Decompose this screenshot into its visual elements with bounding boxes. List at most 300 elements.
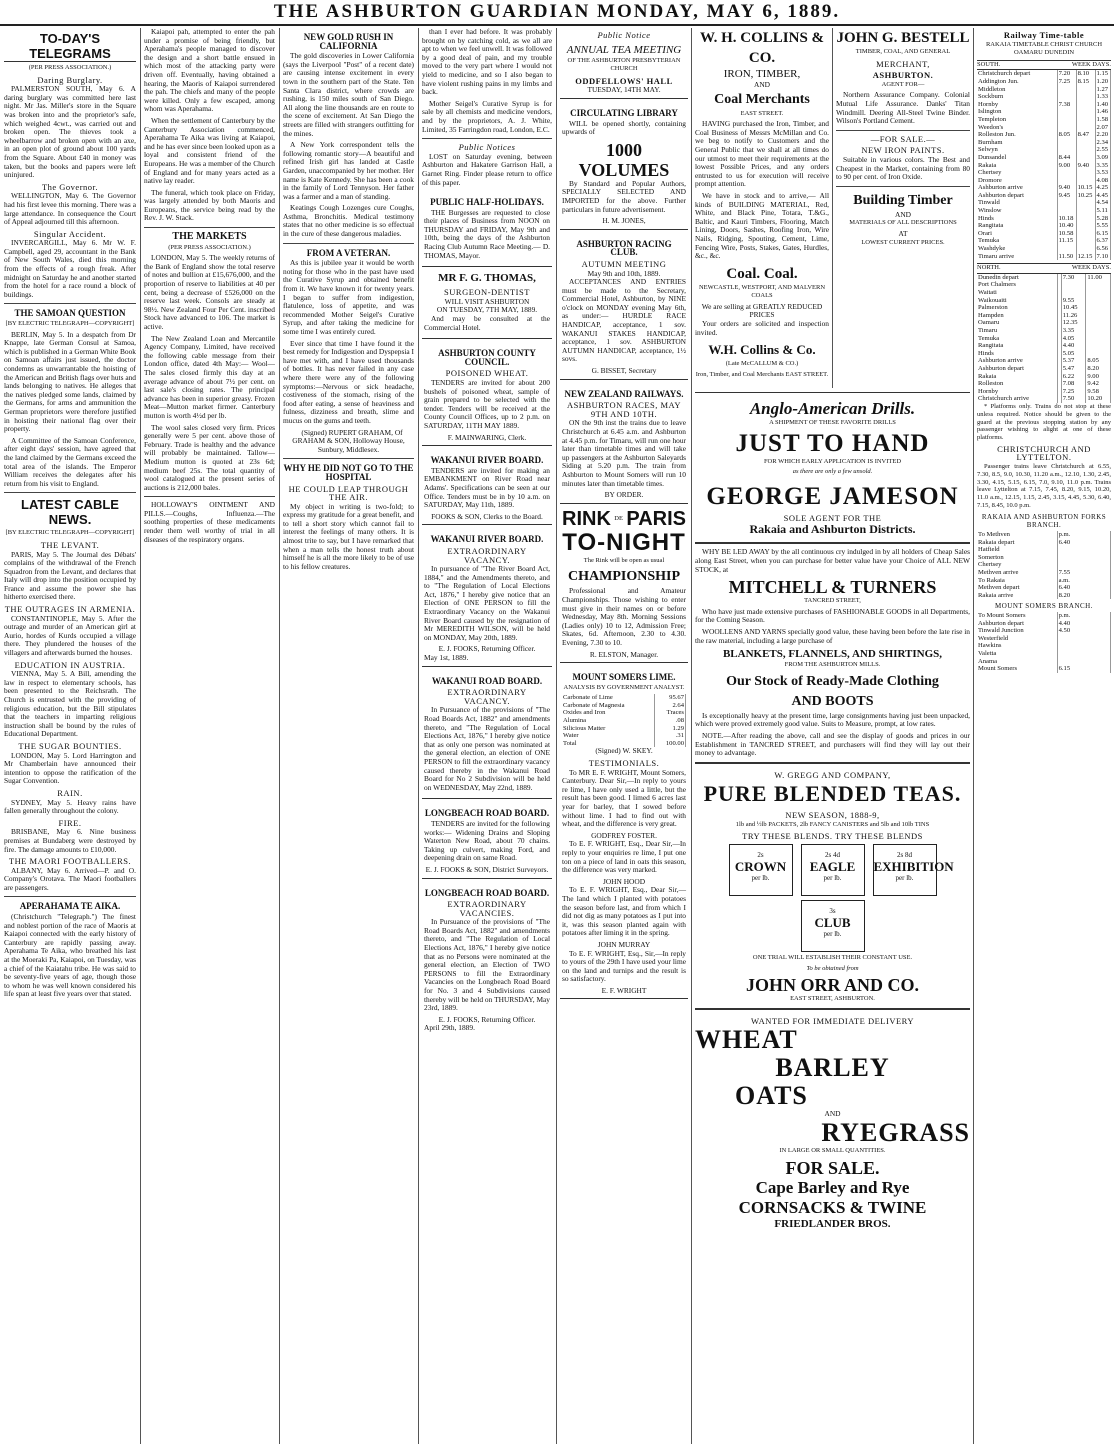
article-title: THE MAORI FOOTBALLERS. bbox=[8, 856, 132, 867]
signature: E. J. FOOKS, Returning Officer. bbox=[438, 644, 536, 654]
departure-time: 9.42 bbox=[1086, 380, 1111, 388]
station-name: Ashburton arrive bbox=[977, 357, 1057, 365]
station-name: Westerfield bbox=[977, 635, 1057, 643]
station-name: Waikouaiti bbox=[977, 297, 1057, 305]
advert-text: EAST STREET, ASHBURTON. bbox=[790, 995, 875, 1003]
article-text: The wool sales closed very firm. Prices generally were 5 per cent. above those of February. Trade is healthy and the advance will probably be maintained. Tallow—Medium mutton is quoted at 23s 6d; medium beef 25s. The total quantity of wool catalogued at the present series of auctions is 212,000 bales. bbox=[144, 422, 275, 492]
departure-time bbox=[1057, 199, 1076, 207]
lime-component: Carbonate of Magnesia bbox=[562, 702, 655, 710]
timetable-row bbox=[977, 274, 1111, 282]
station-name: Temuka bbox=[977, 237, 1057, 245]
advert-text: To be obtained from bbox=[806, 964, 859, 972]
direction-label: NORTH. bbox=[977, 264, 1001, 272]
tea-blends bbox=[695, 842, 970, 954]
departure-time bbox=[1086, 327, 1111, 335]
departure-time: 2.55 bbox=[1095, 146, 1110, 154]
article-title: Singular Accident. bbox=[33, 228, 107, 239]
station-name: Mount Somers bbox=[977, 665, 1057, 673]
article-text: Ever since that time I have found it the best remedy for Indigestion and Dyspepsia I have met with, and I have used thousands of bottles. It has never failed in any case where there were any of the following symptoms:—Nervous or sick headache, costiveness of the stomach, rising of the food after eating, a sense of heaviness and fulness, dizziness and breath, slime and mucus on the gums and teeth. bbox=[283, 338, 414, 425]
timetable-row bbox=[977, 665, 1111, 673]
departure-time bbox=[1076, 237, 1095, 245]
station-name: Ashburton depart bbox=[977, 365, 1057, 373]
departure-time bbox=[1057, 207, 1076, 215]
notice-text: By Standard and Popular Authors, SPECIALLY SELECTED AND IMPORTED for the above. Further particulars in future advertisement. bbox=[562, 178, 686, 214]
departure-time bbox=[1057, 635, 1110, 643]
article-text: The gold discoveries in Lower California (says the Liverpool "Post" of a recent date) are causing intense excitement in every town in the southern part of the State. Ten Santa Clara district, where crowds are rushing, is 150 miles south of San Diego. All along the line thousands are en route to the scene of excitement. At San Diego the streets are filled with strangers outfitting for the mines. bbox=[283, 51, 414, 138]
advert-text: NEW IRON PAINTS. bbox=[861, 145, 945, 156]
agent-name: GEORGE JAMESON bbox=[706, 482, 959, 510]
timetable-row bbox=[977, 169, 1111, 177]
departure-time: 11.26 bbox=[1061, 312, 1086, 320]
station-name: Rakaia bbox=[977, 162, 1057, 170]
departure-time: 6.37 bbox=[1095, 237, 1110, 245]
station-name: Selwyn bbox=[977, 146, 1057, 154]
station-name: To Mount Somers bbox=[977, 612, 1057, 620]
departure-time: 9.45 bbox=[1057, 192, 1076, 200]
departure-time bbox=[1057, 124, 1076, 132]
departure-time bbox=[1076, 86, 1095, 94]
station-name: Methven arrive bbox=[977, 569, 1057, 577]
advert-text: HAVING purchased the Iron, Timber, and Coal Business of Messrs McMillan and Co. we beg to notify to Customers and the General Public that we shall at all times do our utmost to meet their requirements at the lowest Possible Prices, and any orders entrusted to us for execution will receive prompt attention. bbox=[695, 119, 829, 189]
lime-value: .31 bbox=[655, 732, 686, 740]
advert-text: FOR WHICH EARLY APPLICATION IS INVITED bbox=[763, 457, 902, 465]
departure-time: 5.28 bbox=[1095, 215, 1110, 223]
championship-heading: CHAMPIONSHIP bbox=[568, 569, 680, 585]
departure-time bbox=[1076, 93, 1095, 101]
advert-text: Who have just made extensive purchases of FASHIONABLE GOODS in all Departments, for the Coming Season. bbox=[695, 606, 970, 625]
article-text: CONSTANTINOPLE, May 5. After the outrage and murder of an American girl at Aurio, hordes of Kurds occupied a village there. They plundered the houses of the villagers and afterwards burned the houses. bbox=[4, 613, 136, 658]
advert-heading: Anglo-American Drills. bbox=[749, 399, 916, 418]
advert-text: LOWEST CURRENT PRICES. bbox=[861, 238, 945, 246]
departure-time: 7.25 bbox=[1061, 388, 1086, 396]
departure-time bbox=[1086, 304, 1111, 312]
timetable-row bbox=[977, 230, 1111, 238]
advert-text: AGENT FOR— bbox=[881, 80, 925, 88]
departure-time: 6.15 bbox=[1095, 230, 1110, 238]
dentist-name: MR F. G. THOMAS, bbox=[438, 272, 536, 285]
article-text: INVERCARGILL, May 6. Mr W. F. Campbell, aged 29, accountant in the Bank of New South Wales, died this morning from the effects of a rough freak. After midnight on Saturday he and another started from the hotel for a race round a block of buildings. bbox=[4, 238, 136, 299]
station-name: Ashburton arrive bbox=[977, 184, 1057, 192]
notice-heading: WAKANUI RIVER BOARD. bbox=[430, 455, 544, 466]
timetable-row bbox=[977, 131, 1111, 139]
station-name: To Methven bbox=[977, 531, 1057, 539]
grain-word: BARLEY bbox=[775, 1053, 890, 1083]
notice-subheading: EXTRAORDINARY VACANCIES. bbox=[447, 899, 527, 918]
departure-time: 2.34 bbox=[1095, 139, 1110, 147]
departure-time: 7.08 bbox=[1061, 380, 1086, 388]
departure-time: 1.20 bbox=[1095, 78, 1110, 86]
station-name: Christchurch arrive bbox=[977, 395, 1057, 403]
bestell-advert bbox=[836, 28, 970, 388]
station-name: Anama bbox=[977, 658, 1057, 666]
advertiser-name: JOHN G. BESTELL bbox=[836, 30, 970, 46]
departure-time: 3.09 bbox=[1095, 154, 1110, 162]
telegrams-heading: TO-DAY'S TELEGRAMS bbox=[4, 31, 136, 62]
advert-text: IN LARGE OR SMALL QUANTITIES. bbox=[779, 1147, 886, 1155]
notice-text: Professional and Amateur Championships. Those wishing to enter must give in their names on or before Wednesday, May 8th. Morning Sessions (Ladies only) 10 to 12, Admission Free; Skates, 6d. Afternoon, 2.30 to 4.30. Evening, 7.30 to 10. bbox=[562, 586, 686, 647]
timetable-subheading: RAKAIA TIMETABLE CHRIST CHURCH OAMARU DUNEDIN bbox=[985, 40, 1103, 57]
timetable-row bbox=[977, 327, 1111, 335]
timetable-row bbox=[977, 70, 1111, 78]
article-text: As this is jubilee year it would be worth noting for those who in the past have used the Curative Syrup and obtained benefit from it. We have known it for twenty years. I began to suffer from indigestion, flatulence, loss of appetite, and was recommended Mother Seigel's Curative Syrup, and after taking the medicine for some time I was entirely cured. bbox=[283, 258, 414, 336]
timetable-heading: MOUNT SOMERS BRANCH. bbox=[995, 602, 1093, 611]
tea-unit: per lb. bbox=[823, 874, 842, 883]
departure-time: 4.25 bbox=[1095, 184, 1110, 192]
departure-time: 11.50 bbox=[1057, 253, 1076, 261]
notice-text: ON TUESDAY, 7TH MAY, 1889. bbox=[436, 305, 538, 315]
departure-time: 4.50 bbox=[1057, 627, 1110, 635]
station-name: Chertsey bbox=[977, 169, 1057, 177]
advertiser-name: W.H. Collins & Co. bbox=[708, 342, 816, 358]
departure-time: 2.07 bbox=[1095, 124, 1110, 132]
tea-blend-name: CLUB bbox=[814, 915, 851, 931]
station-name: Chertsey bbox=[977, 561, 1057, 569]
timetable-row bbox=[977, 380, 1111, 388]
lime-value: 2.64 bbox=[655, 702, 686, 710]
signature: GODFREY FOSTER. bbox=[591, 830, 657, 840]
timetable-row bbox=[977, 215, 1111, 223]
article-title: THE LEVANT. bbox=[40, 539, 100, 550]
departure-time bbox=[1076, 154, 1095, 162]
advertiser-name: W. GREGG AND COMPANY, bbox=[774, 769, 891, 780]
advert-text: Northern Assurance Company. Colonial Mutual Life Assurance. Danks' Titan Windmill. Deering All-Steel Twine Binder. Wilson's Portland Cement. bbox=[836, 90, 970, 126]
advert-heading: PURE BLENDED TEAS. bbox=[703, 781, 962, 807]
station-name: Methven depart bbox=[977, 584, 1057, 592]
advert-text: SOLE AGENT FOR THE bbox=[783, 512, 882, 523]
lime-row bbox=[562, 717, 686, 725]
departure-time: 6.40 bbox=[1057, 584, 1110, 592]
article-title: EDUCATION IN AUSTRIA. bbox=[14, 659, 126, 670]
station-name: Dunedin depart bbox=[977, 274, 1057, 282]
advert-text: TANCRED STREET, bbox=[804, 597, 861, 605]
timetable-heading: Railway Time-table bbox=[1003, 30, 1085, 40]
advert-text: NOTE.—After reading the above, call and see the display of goods and prices in our Establishment in TANCRED STREET, and purchasers will find they will lay out their money to advantage. bbox=[695, 730, 970, 758]
lime-analysis-table bbox=[562, 694, 686, 747]
notice-text: TENDERS are invited for about 200 bushels of poisoned wheat, sample of grain prepared to be selected with the tender. Tenders will be received at the County Council Offices, up to 2 p.m. on SATURDAY, 11TH MAY 1889. bbox=[424, 378, 550, 430]
section-heading: WHY HE DID NOT GO TO THE HOSPITAL bbox=[283, 463, 414, 482]
signature: E. F. WRIGHT bbox=[601, 985, 647, 995]
tea-blend-name: EAGLE bbox=[809, 859, 856, 875]
timetable-row bbox=[977, 154, 1111, 162]
rink-word: DE bbox=[614, 514, 623, 522]
station-name: Middleton bbox=[977, 86, 1057, 94]
departure-time: 9.00 bbox=[1086, 373, 1111, 381]
notice-text: In Pursuance of the provisions of "The Road Boards Act, 1882" and amendments thereto, and "The Regulation of Local Elections Act, 1876," I hereby give notice that as no Persons were nominated at the general election, an Election of TWO PERSONS to fill the Extraordinary Vacancies on the Longbeach Road Board for No. 3 and 4 Subdivisions caused thereby will be held on THURSDAY, May 23rd, 1889. bbox=[424, 917, 550, 1013]
timetable-row bbox=[977, 561, 1111, 569]
timetable-row bbox=[977, 245, 1111, 253]
article-title: THE SUGAR BOUNTIES. bbox=[18, 740, 122, 751]
timetable-row bbox=[977, 388, 1111, 396]
timetable-row bbox=[977, 319, 1111, 327]
column-telegrams bbox=[4, 28, 136, 1444]
column-rule bbox=[691, 28, 692, 1444]
rink-word: RINK bbox=[562, 507, 611, 530]
advert-heading: Our Stock of Ready-Made Clothing bbox=[726, 673, 939, 689]
departure-time: 4.40 bbox=[1057, 620, 1110, 628]
lime-row bbox=[562, 694, 686, 702]
departure-time: 5.55 bbox=[1095, 222, 1110, 230]
advert-text: AND bbox=[894, 209, 911, 219]
departure-time: 6.15 bbox=[1057, 665, 1110, 673]
signature: E. J. FOOKS, Returning Officer. bbox=[438, 1014, 536, 1024]
article-text: When the settlement of Canterbury by the Canterbury Association commenced, Aperahama Te Aika was living at Kaiapoi, and he has ever since been looked upon as a loyal and consistent friend of the Europeans. He was a member of the Church of England and for many years acted as a native lay reader. bbox=[144, 115, 275, 186]
section-subheading: [BY ELECTRIC TELEGRAPH—COPYRIGHT] bbox=[5, 320, 135, 328]
signature: (Signed) W. SKEY. bbox=[595, 746, 653, 756]
departure-time bbox=[1076, 124, 1095, 132]
timetable-row bbox=[977, 620, 1111, 628]
direction-label: SOUTH. bbox=[977, 60, 1001, 68]
notice-date: May 9th and 10th, 1889. bbox=[587, 268, 661, 278]
departure-time bbox=[1076, 101, 1095, 109]
notice-heading: NEW ZEALAND RAILWAYS. bbox=[564, 388, 684, 399]
advert-text: WOOLLENS AND YARNS specially good value, these having been before the late rise in the raw material, including a large purchase of bbox=[695, 626, 970, 645]
advert-text: TRY THESE BLENDS. TRY THESE BLENDS bbox=[742, 831, 923, 842]
departure-time: 11.15 bbox=[1057, 237, 1076, 245]
advert-text: Your orders are solicited and inspection invited. bbox=[695, 319, 829, 337]
advert-text: HOLLOWAY'S OINTMENT AND PILLS.—Coughs, Influenza.—The soothing properties of these medicaments render them well worthy of trial in all diseases of the respiratory organs. bbox=[144, 500, 275, 544]
timetable-row bbox=[977, 304, 1111, 312]
station-name: Rakaia arrive bbox=[977, 592, 1057, 600]
section-subheading: HE COULD LEAP THROUGH THE AIR. bbox=[288, 483, 409, 503]
departure-time bbox=[1076, 207, 1095, 215]
tonight-heading: TO-NIGHT bbox=[562, 528, 686, 556]
section-heading: APERAHAMA TE AIKA. bbox=[19, 901, 121, 912]
section-heading: FROM A VETERAN. bbox=[306, 247, 391, 258]
advert-text: IRON, TIMBER, bbox=[723, 68, 801, 80]
departure-time: 5.05 bbox=[1061, 350, 1086, 358]
timetable-row bbox=[977, 184, 1111, 192]
days-label: WEEK DAYS. bbox=[1071, 264, 1111, 272]
advert-heading: WANTED FOR IMMEDIATE DELIVERY bbox=[750, 1015, 914, 1026]
departure-time bbox=[1076, 177, 1095, 185]
column-news bbox=[144, 28, 275, 1444]
timetable-row bbox=[977, 539, 1111, 547]
departure-time: 1.27 bbox=[1095, 86, 1110, 94]
departure-time bbox=[1057, 169, 1076, 177]
departure-time: 8.05 bbox=[1086, 357, 1111, 365]
notice-subheading: TESTIMONIALS. bbox=[588, 758, 660, 769]
notice-text: OF THE ASHBURTON PRESBYTERIAN CHURCH bbox=[567, 56, 681, 73]
station-name: Waitati bbox=[977, 289, 1057, 297]
article-text: LONDON, May 5. Lord Harrington and Mr Chamberlain have announced their intention to oppose the ratification of the Sugar Convention. bbox=[4, 750, 136, 786]
library-volumes: 1000 VOLUMES bbox=[578, 139, 670, 180]
departure-time bbox=[1086, 350, 1111, 358]
departure-time: 11.00 bbox=[1086, 274, 1111, 282]
departure-time: 8.05 bbox=[1057, 131, 1076, 139]
notice-text: To E. F. WRIGHT, Esq., Dear Sir,—In reply to your enquiries re lime, I put one ton on a piece of land in oats this season, the difference was very marked. bbox=[562, 839, 686, 875]
notice-text: THE Burgesses are requested to close their places of Business from NOON on THURSDAY and FRIDAY, May 9th and 10th, being the days of the Ashburton Racing Club Autumn Race Meeting.— D. THOMAS, Mayor. bbox=[424, 207, 550, 260]
article-text: WELLINGTON, May 6. The Governor had his first levee this morning. There was a large attendance. In consequence the Court of Appeal adjourned till this afternoon. bbox=[4, 191, 136, 227]
tea-blend-box bbox=[873, 844, 954, 896]
departure-time: 10.15 bbox=[1076, 184, 1095, 192]
article-text: Mother Seigel's Curative Syrup is for sale by all chemists and medicine vendors, and by the proprietors, A. J. White, Limited, 35 Farringdon road, London, E.C. bbox=[422, 98, 552, 134]
station-name: Dromore bbox=[977, 177, 1057, 185]
article-text: PARIS, May 5. The Journal des Débats' complains of the withdrawal of the French Squadron from the Levant, and declares that Italy will drop into the position occupied by France and assume the power she has hitherto exercised there. bbox=[4, 549, 136, 602]
notice-text: WILL be opened shortly, containing upwards of bbox=[562, 118, 686, 137]
advert-text: NEW SEASON, 1888-9, bbox=[785, 810, 880, 821]
departure-time: 9.40 bbox=[1076, 162, 1095, 170]
advert-text: AND bbox=[753, 80, 770, 89]
departure-time: 6.56 bbox=[1095, 245, 1110, 253]
departure-time: 10.18 bbox=[1057, 215, 1076, 223]
departure-time bbox=[1076, 146, 1095, 154]
advert-text: AT bbox=[898, 228, 908, 238]
departure-time: 8.47 bbox=[1076, 131, 1095, 139]
departure-time bbox=[1076, 199, 1095, 207]
article-title: RAIN. bbox=[57, 787, 83, 798]
departure-time bbox=[1057, 108, 1076, 116]
station-name: Burnham bbox=[977, 139, 1057, 147]
advert-heading: —FOR SALE.— bbox=[870, 133, 936, 144]
mitchell-advert bbox=[695, 542, 970, 757]
grain-word: RYEGRASS bbox=[821, 1118, 970, 1148]
advert-text: MERCHANT, bbox=[876, 58, 930, 69]
notice-subheading: POISONED WHEAT. bbox=[445, 368, 529, 379]
departure-time: 5.47 bbox=[1061, 365, 1086, 373]
lime-value: 100.00 bbox=[655, 740, 686, 748]
notices-label: Public Notice bbox=[597, 30, 651, 40]
departure-time: 10.20 bbox=[1086, 395, 1111, 403]
advert-heading: BLANKETS, FLANNELS, AND SHIRTINGS, bbox=[722, 648, 943, 661]
timetable-row bbox=[977, 162, 1111, 170]
tea-unit: per lb. bbox=[751, 874, 770, 883]
timetable-row bbox=[977, 342, 1111, 350]
departure-time bbox=[1076, 222, 1095, 230]
departure-time: 2.20 bbox=[1095, 131, 1110, 139]
departure-time: 7.20 bbox=[1057, 70, 1076, 78]
departure-time: 10.58 bbox=[1057, 230, 1076, 238]
notice-text: In Pursuance of the provisions of "The Road Boards Act, 1882" and amendments thereto, and "The Regulation of Local Elections Act, 1876," I hereby give notice that as only one person was nominated at the general election, an election of ONE PERSON to fill the extraordinary vacancy caused thereby in the Wakanui Road Board for No 2 Subdivision will be held on WEDNESDAY, May 22nd, 1889. bbox=[424, 705, 550, 792]
signature: H. M. JONES, bbox=[602, 216, 646, 226]
notice-text: To E. F. WRIGHT, Esq., Dear Sir,—The land which I planted with potatoes the season before last, and from which I did not dig as many potatoes as I put into it, was this season planted again with potatoes after liming it in the spring. bbox=[562, 885, 686, 938]
notice-text: ON the 9th inst the trains due to leave Christchurch at 6.45 a.m. and Ashburton at 4.45 p.m. for Timaru, will run one hour later than timetable times and will take up passengers at the Ashburton Saleyards Siding at 5.20 p.m. The train from Ashburton to Mount Somers will run 10 minutes later than timetable times. bbox=[562, 418, 686, 488]
signature: G. BISSET, Secretary bbox=[591, 366, 657, 376]
timetable-row bbox=[977, 642, 1111, 650]
departure-time: 10.40 bbox=[1057, 222, 1076, 230]
departure-time: 7.50 bbox=[1061, 395, 1086, 403]
departure-time: 7.10 bbox=[1095, 253, 1110, 261]
station-name: Weedon's bbox=[977, 124, 1057, 132]
timetable-row bbox=[977, 612, 1111, 620]
article-text: My object in writing is two-fold; to express my gratitude for a great benefit, and to tell a short story which cannot fail to interest the feelings of many others. It is almost trite to say, but I have remarked that when a man tells the honest truth about himself he is all the more likely to be of use to his fellow creatures. bbox=[283, 501, 414, 571]
notices-label: Public Notices bbox=[458, 142, 516, 153]
station-name: Hornby bbox=[977, 388, 1057, 396]
station-name: Tinwald Junction bbox=[977, 627, 1057, 635]
station-name: Islington bbox=[977, 108, 1057, 116]
lime-component: Oxides and Iron bbox=[562, 709, 655, 717]
departure-time bbox=[1076, 215, 1095, 223]
article-text: SYDNEY, May 5. Heavy rains have fallen generally throughout the colony. bbox=[4, 797, 136, 816]
south-timetable bbox=[977, 70, 1111, 260]
tea-price: 2s 8d bbox=[897, 851, 912, 860]
station-name: Rakaia depart bbox=[977, 539, 1057, 547]
lime-row bbox=[562, 732, 686, 740]
station-name: Somerton bbox=[977, 554, 1057, 562]
departure-time: 5.37 bbox=[1061, 357, 1086, 365]
timetable-row bbox=[977, 139, 1111, 147]
station-name: Templeton bbox=[977, 116, 1057, 124]
notice-date: May 1st, 1889. bbox=[424, 653, 469, 663]
departure-time bbox=[1076, 108, 1095, 116]
departure-time: 10.25 bbox=[1076, 192, 1095, 200]
tea-price: 2s bbox=[757, 851, 764, 860]
station-name: Ashburton depart bbox=[977, 192, 1057, 200]
grain-word: OATS bbox=[735, 1081, 808, 1111]
lime-component: Total bbox=[562, 740, 655, 748]
departure-time: 9.40 bbox=[1057, 184, 1076, 192]
column-rule bbox=[973, 28, 974, 1444]
advert-text: Rakaia and Ashburton Districts. bbox=[749, 522, 916, 537]
departure-time: 3.35 bbox=[1061, 327, 1086, 335]
advertiser-name: FRIEDLANDER BROS. bbox=[774, 1217, 891, 1230]
tea-price: 3s bbox=[829, 907, 836, 916]
timetable-row bbox=[977, 78, 1111, 86]
timetable-row bbox=[977, 297, 1111, 305]
departure-time: a.m. bbox=[1057, 577, 1110, 585]
departure-time: 4.05 bbox=[1061, 335, 1086, 343]
lime-value: 95.67 bbox=[655, 694, 686, 702]
departure-time: 5.11 bbox=[1095, 207, 1110, 215]
departure-time: 10.45 bbox=[1061, 304, 1086, 312]
station-name: Port Chalmers bbox=[977, 281, 1057, 289]
departure-time: 9.55 bbox=[1061, 297, 1086, 305]
notice-subheading: ANALYSIS BY GOVERNMENT ANALYST. bbox=[563, 683, 685, 691]
notice-subheading: AUTUMN MEETING bbox=[581, 258, 667, 269]
station-name: Christchurch depart bbox=[977, 70, 1057, 78]
notice-heading: PUBLIC HALF-HOLIDAYS. bbox=[430, 197, 544, 208]
lime-value: .08 bbox=[655, 717, 686, 725]
section-heading: NEW GOLD RUSH IN CALIFORNIA bbox=[303, 32, 394, 51]
departure-time: 1.15 bbox=[1095, 70, 1110, 78]
departure-time: 12.35 bbox=[1061, 319, 1086, 327]
departure-time: 3.53 bbox=[1095, 169, 1110, 177]
column-rule bbox=[140, 28, 141, 1444]
departure-time bbox=[1057, 561, 1110, 569]
station-name: Addington Jun. bbox=[977, 78, 1057, 86]
timetable-row bbox=[977, 365, 1111, 373]
timetable-row bbox=[977, 373, 1111, 381]
advert-text: AND bbox=[824, 1109, 841, 1119]
lime-value: Traces bbox=[655, 709, 686, 717]
advert-heading: AND BOOTS bbox=[791, 693, 874, 709]
departure-time: 8.20 bbox=[1057, 592, 1110, 600]
somers-timetable bbox=[977, 612, 1111, 673]
signature: JOHN HOOD bbox=[602, 876, 646, 886]
station-name: Hinds bbox=[977, 350, 1057, 358]
timetable-notes: * Platforms only. Trains do not stop at these unless required. Notice should be given to the guard at the previous stopping station by any passenger wishing to alight at one of these platforms. bbox=[977, 402, 1111, 442]
signature: E. J. FOOKS & SON, District Surveyors. bbox=[425, 864, 549, 874]
column-adverts bbox=[560, 28, 688, 1444]
departure-time bbox=[1061, 289, 1086, 297]
article-text: A New York correspondent tells the following romantic story—A beautiful and refined Irish girl has landed at Castle Garden, unaccompanied by her mother. Her name is Kate Kennedy. She has been a cook in the family of Lord Tennyson. Her father was a farmer and a man of standing. bbox=[283, 140, 414, 201]
lime-component: Silicious Matter bbox=[562, 725, 655, 733]
station-name: Tinwald bbox=[977, 199, 1057, 207]
wanted-advert bbox=[695, 1008, 970, 1231]
section-heading: THE SAMOAN QUESTION bbox=[14, 308, 126, 319]
tea-unit: per lb. bbox=[823, 930, 842, 939]
departure-time bbox=[1057, 146, 1076, 154]
station-name: Oamaru bbox=[977, 319, 1057, 327]
article-text: BRISBANE, May 6. Nine business premises at Bundaberg were destroyed by fire. The damage amounts to £10,000. bbox=[4, 827, 136, 854]
advert-text: as there are only a few unsold. bbox=[792, 468, 873, 476]
article-text: PALMERSTON SOUTH, May 6. A daring burglary was committed here last night. Mr Jas. Miller's store in the Square was broken into and the proprietor's safe, which weighed 4cwt., was carried out and broken open. The thieves took a wheelbarrow and broken open with an axe, in an open plot of ground about 100 yards from the Square. About £40 in money was taken, but the books and papers were left uninjured. bbox=[4, 84, 136, 180]
press-credit: (PER PRESS ASSOCIATION.) bbox=[168, 243, 251, 251]
departure-time: p.m. bbox=[1057, 531, 1110, 539]
advert-text: We have in stock and to arrive,— All kinds of BUILDING MATERIAL, Red, White, and Black Pine, Totara, T.&G., Baltic, and Kauri Timbers, Flooring, Match Lining, Doors, Sashes, Roofing Iron, Wire Nails, Ridging, Spouting, Cement, Lime, Fencing Wire, Posts, Stakes, Gates, Hurdles, &c., &c. bbox=[695, 190, 829, 261]
advert-heading: Cape Barley and Rye bbox=[755, 1177, 910, 1197]
advert-heading: Coal Merchants bbox=[714, 91, 810, 107]
station-name: Hawkins bbox=[977, 642, 1057, 650]
